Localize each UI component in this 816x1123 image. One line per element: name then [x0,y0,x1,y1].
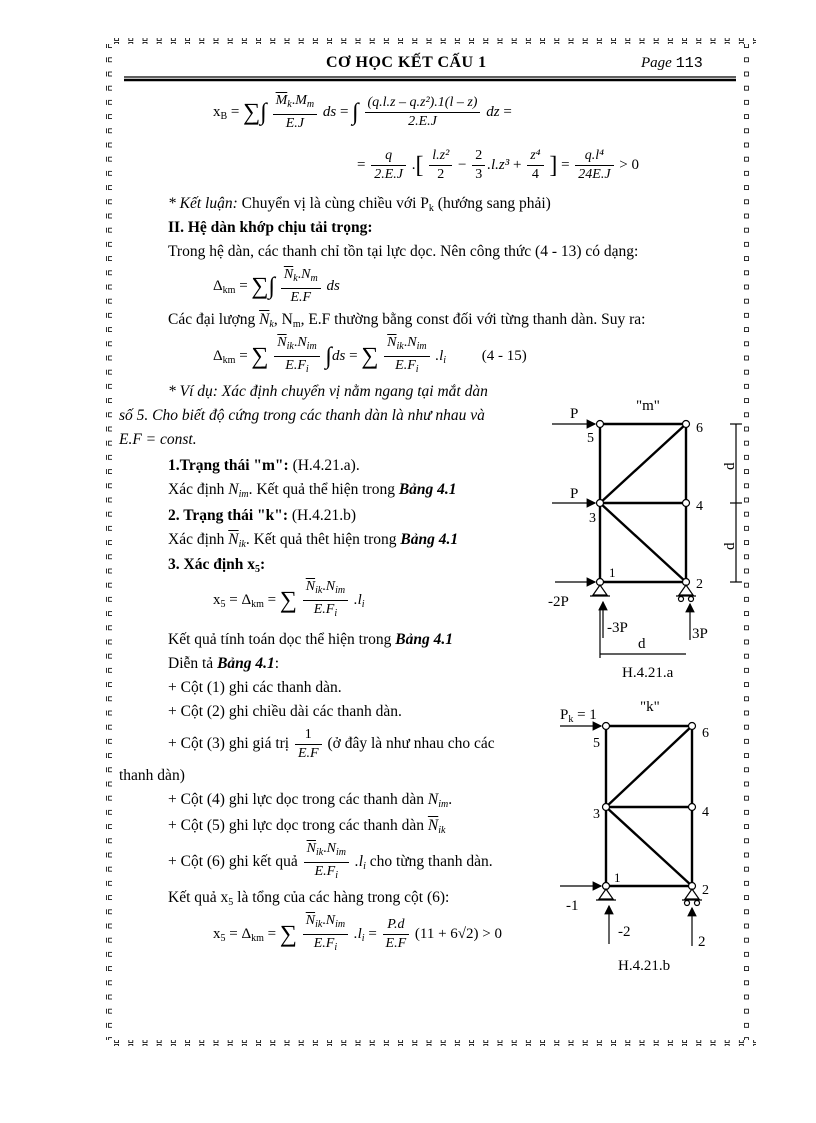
equation-4-15: $\Delta_{km}$ = ∑ $\frac{\overline{N}_{ik}.N_{im}}{E.F_i}$ ∫ds = ∑ $\frac{\overline{N}_{ik}.N_{im}}{E.F_i}$ $.l_i$ (4 - 15) [213,335,527,375]
equation-xb-line2: = $\frac{q}{2.E.J}$ .[ $\frac{\text{l.z²}}{2}$ − $\frac{2}{3}$ .l.z³ + $\frac{\text{z⁴}}{4}$ ] = $\frac{\text{q.l⁴}}{24E.J}$ > 0 [357,148,640,182]
column4-note: + Cột (4) ghi lực dọc trong các thanh dàn $N_{im}$. [168,791,453,810]
reaction-right: 3P [692,626,708,642]
results-line2: Diễn tả Bảng 4.1: [168,655,280,672]
equation-final: $x_5 = \Delta_{km}$ = ∑ $\frac{\overline{N}_{ik}.N_{im}}{E.F_i}$ $.l_i$ = $\frac{P.d}{E.F}$ (11 + 6√2) > 0 [213,913,502,953]
example-line3: E.F = const. [119,431,197,448]
node-label-4: 4 [696,499,703,514]
node-label-6: 6 [702,726,709,741]
truss-members [600,424,686,582]
reaction-horizontal: -2P [548,594,569,610]
results-line1: Kết quả tính toán dọc thể hiện trong Bảng 4.1 [168,631,453,648]
page-number: 113 [675,55,703,72]
page-title: CƠ HỌC KẾT CẤU 1 [326,54,487,71]
reaction-horizontal: -1 [566,898,579,914]
example-line2: số 5. Cho biết độ cứng trong các thanh dàn là như nhau và [119,407,485,424]
section-heading: II. Hệ dàn khớp chịu tải trọng: [168,219,373,236]
node-label-6: 6 [696,421,703,436]
step2-title: 2. Trạng thái "k": (H.4.21.b) [168,507,357,524]
conclusion: * Kết luận: Chuyển vị là cùng chiều với $P_k$ (hướng sang phải) [168,195,551,214]
page-number-area [641,53,703,74]
node-label-3: 3 [589,511,596,526]
column3-note-cont: thanh dàn) [119,767,185,784]
dim-d-lower: d [722,542,738,550]
reaction-right: 2 [698,934,706,950]
node-label-1: 1 [614,870,621,885]
dim-d-bottom: d [638,636,646,652]
node-label-3: 3 [593,807,600,822]
node-label-5: 5 [587,431,594,446]
figure-b-caption: H.4.21.b [618,958,671,974]
unit-load: $P_k = 1$ [560,707,597,725]
truss-members [606,726,692,886]
step3-title: 3. Xác định $x_5$: [168,556,266,575]
truss-figure-m [540,390,750,685]
figure-b-title: "k" [640,699,660,715]
sum-text: Kết quả $x_5$ là tổng của các hàng trong cột (6): [168,889,450,908]
support-pins [596,889,702,906]
load-p-top: P [570,406,579,422]
figure-a-title: "m" [636,398,660,414]
equation-x5: $x_5 = \Delta_{km}$ = ∑ $\frac{\overline{N}_{ik}.N_{im}}{E.F_i}$ $.l_i$ [213,579,365,619]
node-label-2: 2 [696,577,703,592]
column1-note: + Cột (1) ghi các thanh dàn. [168,679,342,696]
step1-title: 1.Trạng thái "m": (H.4.21.a). [168,457,360,474]
reaction-left: -3P [607,620,628,636]
support-pins [590,585,696,602]
column6-note: + Cột (6) ghi kết quả $\frac{\overline{N}_{ik}.N_{im}}{E.F_i}$ $.l_i$ cho từng thanh dàn. [168,841,493,881]
equation-xb-line1: $x_B$ = ∑∫ $\frac{\overline{M}_k.M_m}{E.J}$ ds = ∫ $\frac{\text{(q.l.z – q.z²).1(l – z)}}{2.E.J}$ dz = [213,93,512,131]
column5-note: + Cột (5) ghi lực dọc trong các thanh dàn $\overline{N}_{ik}$ [168,817,446,836]
reaction-left: -2 [618,924,631,940]
dim-d-upper: d [722,462,738,470]
step1-text: Xác định $N_{im}$. Kết quả thể hiện trong Bảng 4.1 [168,481,457,500]
load-p-mid: P [570,486,579,502]
node-label-2: 2 [702,883,709,898]
node-label-5: 5 [593,736,600,751]
node-label-1: 1 [609,565,616,580]
column3-note: + Cột (3) ghi giá trị $\frac{1}{E.F}$ (ở đây là như nhau cho các [168,727,495,761]
column2-note: + Cột (2) ghi chiều dài các thanh dàn. [168,703,402,720]
paragraph-quantities: Các đại lượng $\overline{N}_k$, $N_m$, E.F thường bằng const đối với từng thanh dàn. Suy ra: [168,311,646,330]
equation-delta-km: $\Delta_{km}$ = ∑∫ $\frac{\overline{N}_k.N_m}{E.F}$ ds [213,267,340,305]
page-label: Page [641,55,672,71]
step2-text: Xác định $\overline{N}_{ik}$. Kết quả thêt hiện trong Bảng 4.1 [168,531,459,550]
figure-a-caption: H.4.21.a [622,665,674,681]
truss-figure-k [540,694,740,979]
paragraph-truss: Trong hệ dàn, các thanh chỉ tồn tại lực dọc. Nên công thức (4 - 13) có dạng: [168,243,639,260]
example-line1: * Ví dụ: Xác định chuyển vị nằm ngang tại mắt dàn [168,383,488,400]
node-label-4: 4 [702,805,709,820]
